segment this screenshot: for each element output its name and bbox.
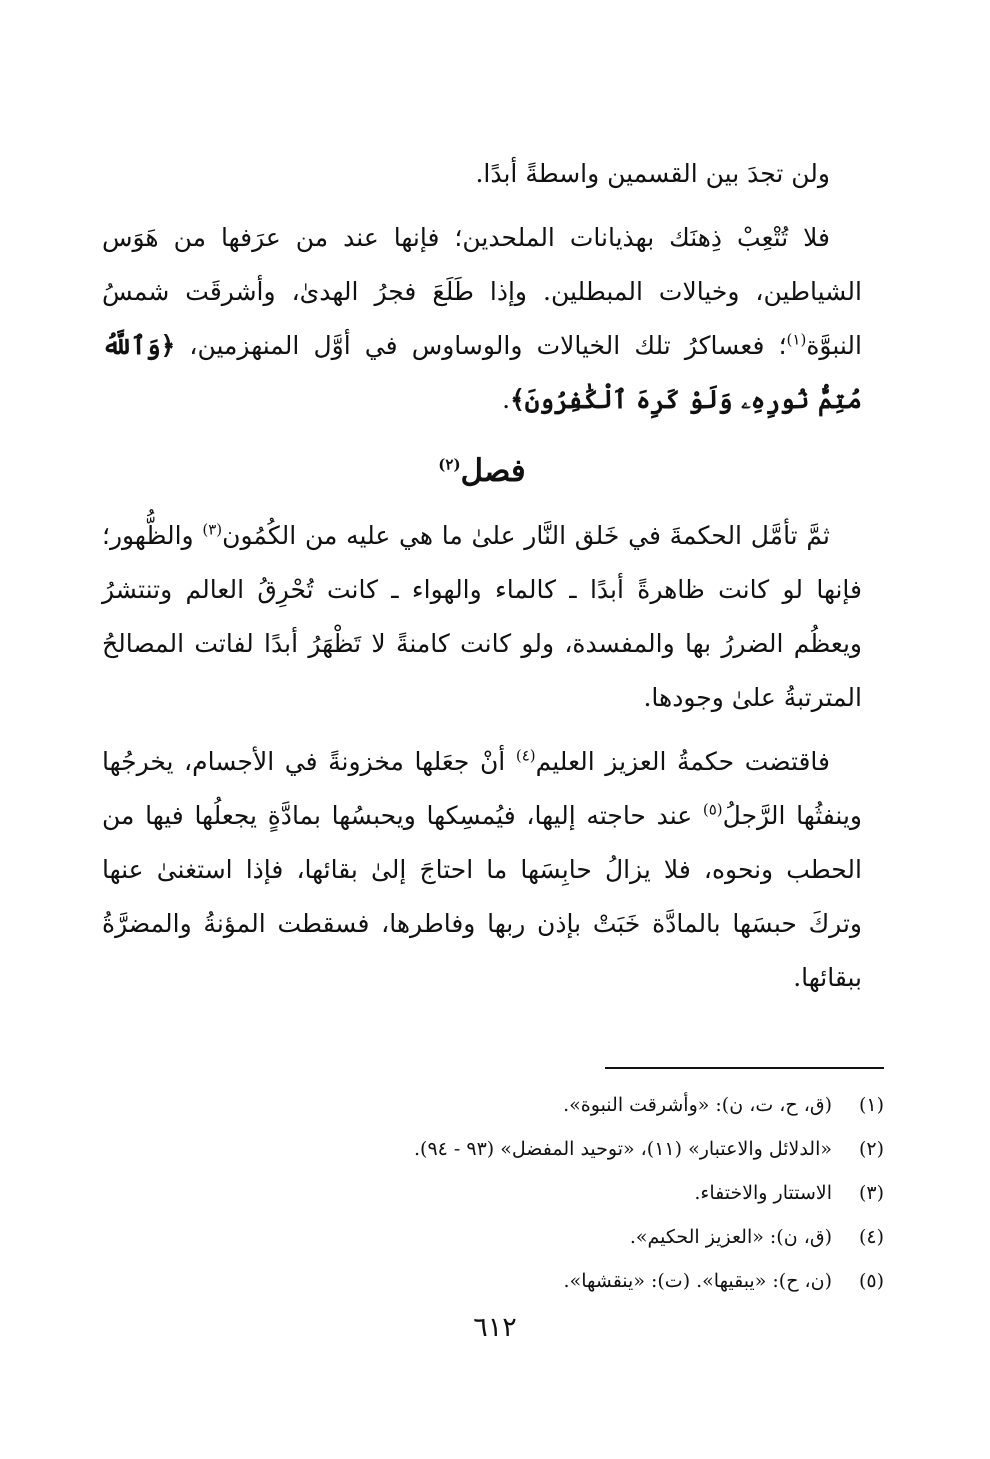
paragraph-4-text-c: عند حاجته إليها، فيُمسِكها ويحبسُها بمادَّةٍ يجعلُها فيها من الحطب ونحوه، فلا يزالُ حابِسَها ما احتاجَ إلىٰ بقائها، فإذا استغنىٰ عنها وتركَ حبسَها بالمادَّة خَبَتْ بإذن ربها وفاطرها، فسقطت المؤنةُ والمضرَّةُ ببقائها.	[102, 801, 862, 992]
paragraph-4	[102, 735, 862, 1005]
footnote-separator	[605, 1067, 884, 1069]
paragraph-2-text-b: ؛ فعساكرُ تلك الخيالات والوساوس في أوَّل المنهزمين،	[175, 331, 787, 360]
footnote-number: (٢)	[858, 1138, 884, 1160]
footnote-text: «الدلائل والاعتبار» (١١)، «توحيد المفضل» (٩٣ - ٩٤).	[414, 1138, 832, 1160]
footnote-ref-1[interactable]: (١)	[786, 330, 807, 349]
footnote-text: (ق، ن): «العزيز الحكيم».	[629, 1226, 832, 1248]
main-text	[102, 147, 862, 1005]
footnotes	[104, 1083, 884, 1303]
footnote-ref-2[interactable]: (٢)	[438, 455, 461, 474]
footnote-2	[104, 1127, 884, 1171]
footnote-ref-4[interactable]: (٤)	[515, 746, 536, 765]
paragraph-1-text: ولن تجدَ بين القسمين واسطةً أبدًا.	[475, 159, 830, 188]
footnote-1	[104, 1083, 884, 1127]
paragraph-3	[102, 509, 862, 725]
footnote-text: الاستتار والاختفاء.	[694, 1182, 832, 1204]
quran-verse: ﴿وَٱللَّهُ مُتِمُّ نُورِهِۦ وَلَوْ كَرِهَ ٱلْكَٰفِرُونَ﴾	[102, 331, 862, 414]
footnote-5	[104, 1259, 884, 1303]
paragraph-2	[102, 211, 862, 427]
footnote-number: (١)	[858, 1094, 884, 1116]
paragraph-2-text-a: فلا تُتْعِبْ ذِهنَك بهذيانات الملحدين؛ فإنها عند من عرَفها من هَوَس الشياطين، وخيالات المبطلين. وإذا طَلَعَ فجرُ الهدىٰ، وأشرقَت شمسُ النبوَّة	[102, 223, 862, 360]
section-heading-text: فصل	[460, 453, 526, 489]
footnote-ref-5[interactable]: (٥)	[702, 800, 723, 819]
paragraph-4-text-a: فاقتضت حكمةُ العزيز العليم	[535, 747, 831, 776]
footnote-text: (ن، ح): «يبقيها». (ت): «ينقشها».	[563, 1270, 832, 1292]
paragraph-1	[102, 147, 862, 201]
footnote-number: (٥)	[858, 1270, 884, 1292]
page-number: ٦١٢	[473, 1312, 517, 1343]
footnote-number: (٣)	[858, 1182, 884, 1204]
footnote-text: (ق، ح، ت، ن): «وأشرقت النبوة».	[563, 1094, 832, 1116]
footnote-4	[104, 1215, 884, 1259]
footnote-3	[104, 1171, 884, 1215]
paragraph-3-text-a: ثمَّ تأمَّل الحكمةَ في خَلق النَّار علىٰ ما هي عليه من الكُمُون	[222, 521, 830, 550]
section-heading	[102, 441, 862, 501]
paragraph-2-text-c: .	[502, 385, 511, 414]
footnote-number: (٤)	[858, 1226, 884, 1248]
footnote-ref-3[interactable]: (٣)	[202, 520, 223, 539]
paragraph-4-text-b: أنْ جعَلها مخزونةً في الأجسام، يخرجُها وينفثُها الرَّجلُ	[102, 747, 862, 830]
paragraph-3-text-b: والظُّهور؛ فإنها لو كانت ظاهرةً أبدًا ـ كالماء والهواء ـ كانت تُحْرِقُ العالم وتنتشرُ ويعظُم الضررُ بها والمفسدة، ولو كانت كامنةً لا تَظْهَرُ أبدًا لفاتت المصالحُ المترتبةُ علىٰ وجودها.	[102, 521, 862, 712]
